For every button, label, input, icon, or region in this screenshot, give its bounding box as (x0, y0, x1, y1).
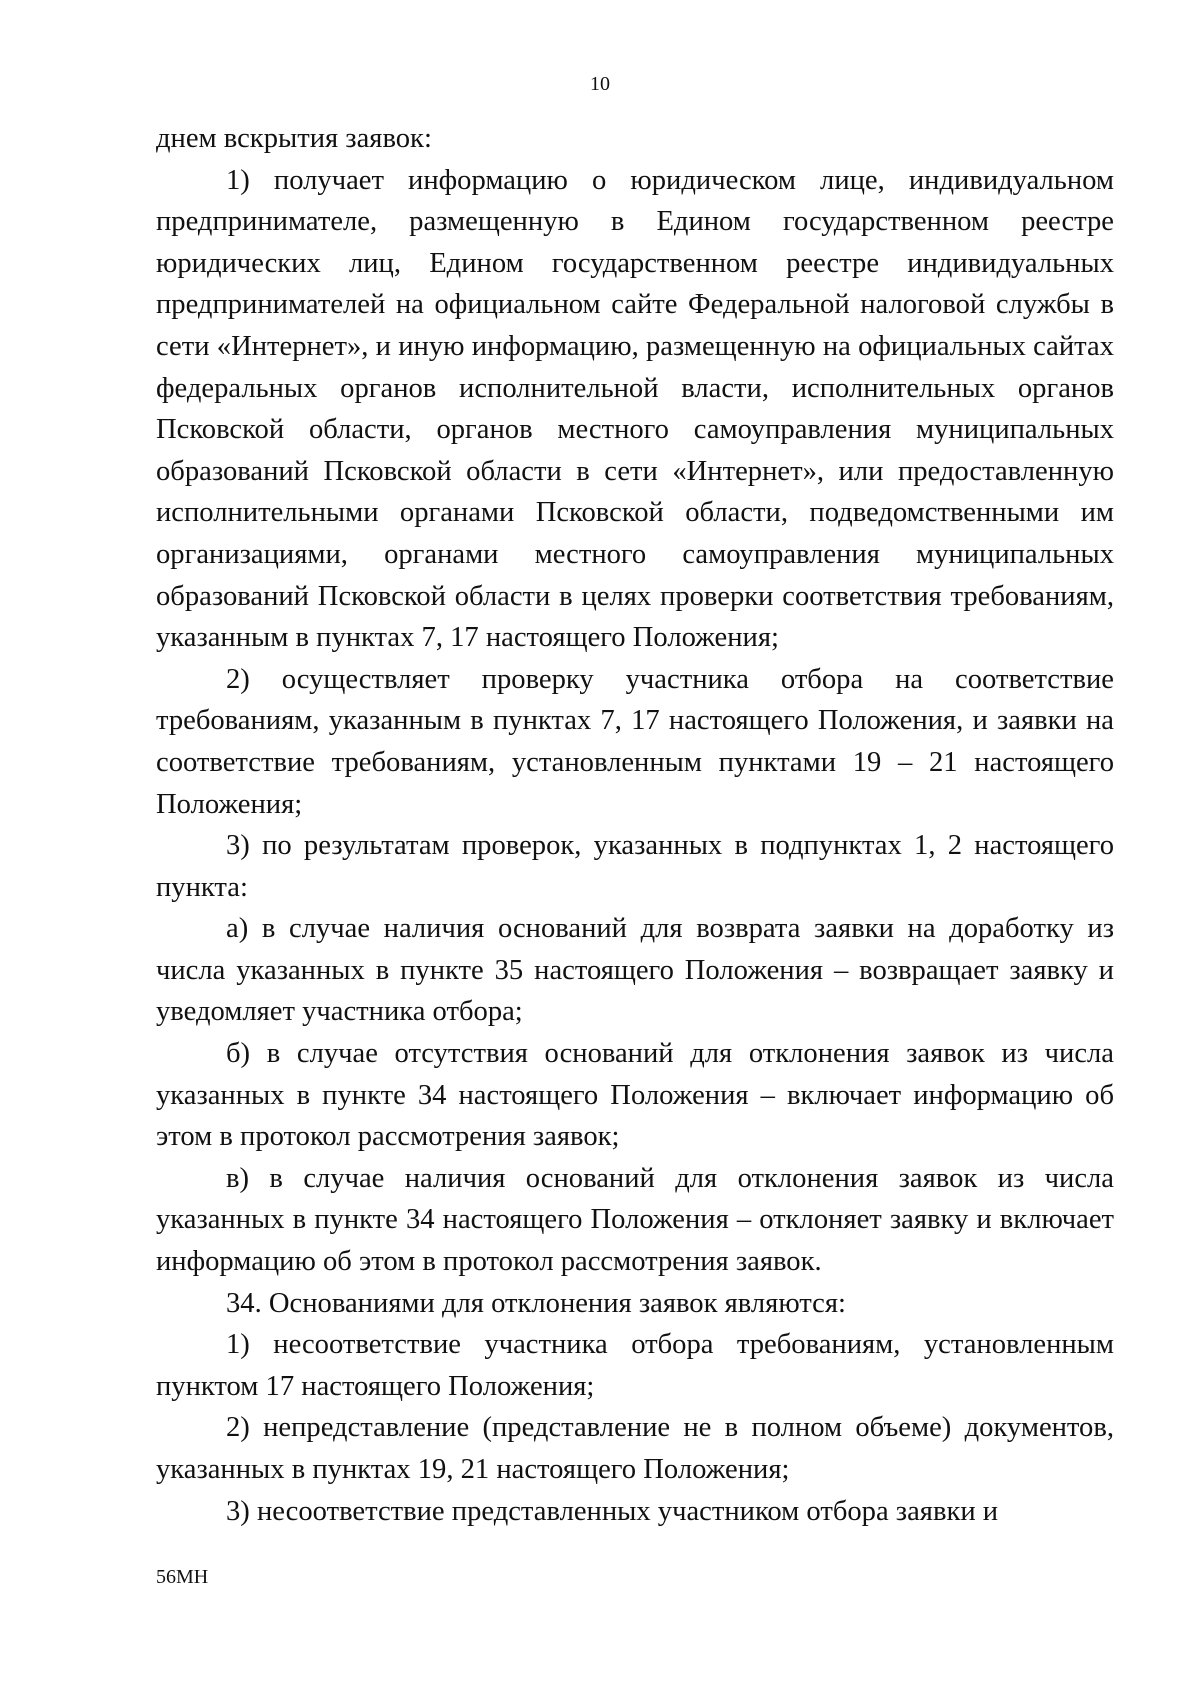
paragraph-continuation: днем вскрытия заявок: (156, 123, 432, 154)
document-body (156, 118, 1114, 1532)
footer-document-code: 56МН (156, 1566, 209, 1588)
paragraph-subitem-3: 3) по результатам проверок, указанных в подпунктах 1, 2 настоящего пункта: (156, 830, 1114, 903)
page-number: 10 (590, 73, 610, 95)
paragraph-subitem-v: в) в случае наличия оснований для отклонения заявок из числа указанных в пункте 34 настоящего Положения – отклоняет заявку и включает информацию об этом в протокол рассмотрения заявок. (156, 1162, 1114, 1278)
paragraph-clause-34-item-2: 2) непредставление (представление не в полном объеме) документов, указанных в пунктах 19, 21 настоящего Положения; (156, 1412, 1114, 1485)
paragraph-subitem-2: 2) осуществляет проверку участника отбора на соответствие требованиям, указанным в пунктах 7, 17 настоящего Положения, и заявки на соответствие требованиям, установленным пунктами 19 – 21 настоящего Положения; (156, 663, 1114, 820)
paragraph-subitem-1: 1) получает информацию о юридическом лице, индивидуальном предпринимателе, размещенную в Едином государственном реестре юридических лиц, Едином государственном реестре индивидуальных предпринимателей на официальном сайте Федеральной налоговой службы в сети «Интернет», и иную информацию, размещенную на официальных сайтах федеральных органов исполнительной власти, исполнительных органов Псковской области, органов местного самоуправления муниципальных образований Псковской области в сети «Интернет», или предоставленную исполнительными органами Псковской области, подведомственными им организациями, органами местного самоуправления муниципальных образований Псковской области в целях проверки соответствия требованиям, указанным в пунктах 7, 17 настоящего Положения; (156, 164, 1114, 654)
paragraph-clause-34-item-3: 3) несоответствие представленных участником отбора заявки и (226, 1495, 999, 1527)
paragraph-subitem-b: б) в случае отсутствия оснований для отклонения заявок из числа указанных в пункте 34 настоящего Положения – включает информацию об этом в протокол рассмотрения заявок; (156, 1038, 1114, 1153)
paragraph-subitem-a: а) в случае наличия оснований для возврата заявки на доработку из числа указанных в пункте 35 настоящего Положения – возвращает заявку и уведомляет участника отбора; (156, 913, 1114, 1028)
paragraph-clause-34-item-1: 1) несоответствие участника отбора требованиям, установленным пунктом 17 настоящего Положения; (156, 1329, 1114, 1402)
paragraph-clause-34: 34. Основаниями для отклонения заявок являются: (226, 1287, 846, 1319)
